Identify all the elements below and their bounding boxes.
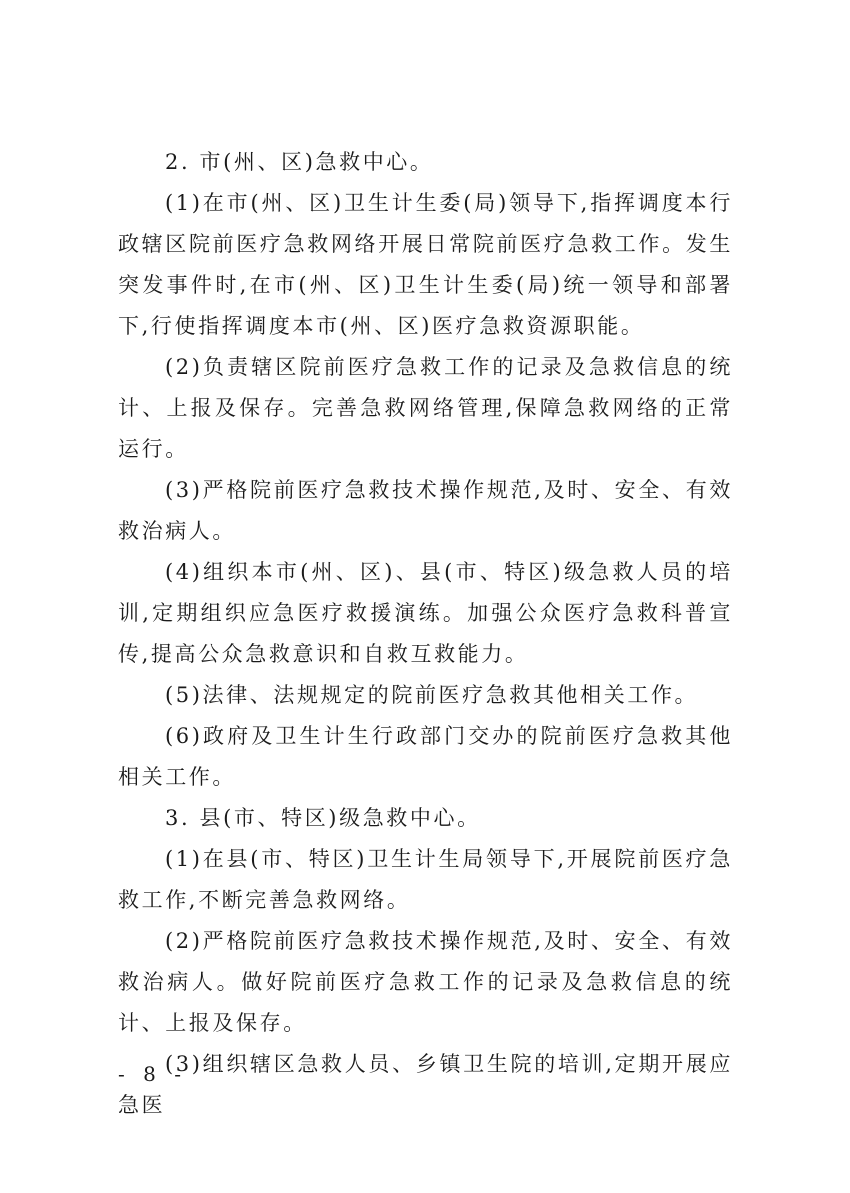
paragraph-2-1: (1)在市(州、区)卫生计生委(局)领导下,指挥调度本行政辖区院前医疗急救网络开展日常院前医疗急救工作。发生突发事件时,在市(州、区)卫生计生委(局)统一领导和部署下,行使指挥调度本市(州、区)医疗急救资源职能。 (118, 191, 733, 338)
paragraph-2-6: (6)政府及卫生计生行政部门交办的院前医疗急救其他相关工作。 (118, 724, 733, 789)
paragraph-3-1: (1)在县(市、特区)卫生计生局领导下,开展院前医疗急救工作,不断完善急救网络。 (118, 847, 733, 912)
page-number: - 8 - (118, 1062, 187, 1086)
section-heading-3: 3. 县(市、特区)级急救中心。 (165, 806, 481, 830)
section-heading-2: 2. 市(州、区)急救中心。 (165, 150, 434, 174)
paragraph-2-3: (3)严格院前医疗急救技术操作规范,及时、安全、有效救治病人。 (118, 478, 733, 543)
document-body (118, 142, 733, 1126)
paragraph-2-2: (2)负责辖区院前医疗急救工作的记录及急救信息的统计、上报及保存。完善急救网络管理,保障急救网络的正常运行。 (118, 355, 733, 461)
paragraph-2-5: (5)法律、法规规定的院前医疗急救其他相关工作。 (165, 683, 699, 707)
paragraph-3-3: (3)组织辖区急救人员、乡镇卫生院的培训,定期开展应急医 (118, 1052, 733, 1117)
paragraph-3-2: (2)严格院前医疗急救技术操作规范,及时、安全、有效救治病人。做好院前医疗急救工作的记录及急救信息的统计、上报及保存。 (118, 929, 733, 1035)
paragraph-2-4: (4)组织本市(州、区)、县(市、特区)级急救人员的培训,定期组织应急医疗救援演练。加强公众医疗急救科普宣传,提高公众急救意识和自救互救能力。 (118, 560, 733, 666)
